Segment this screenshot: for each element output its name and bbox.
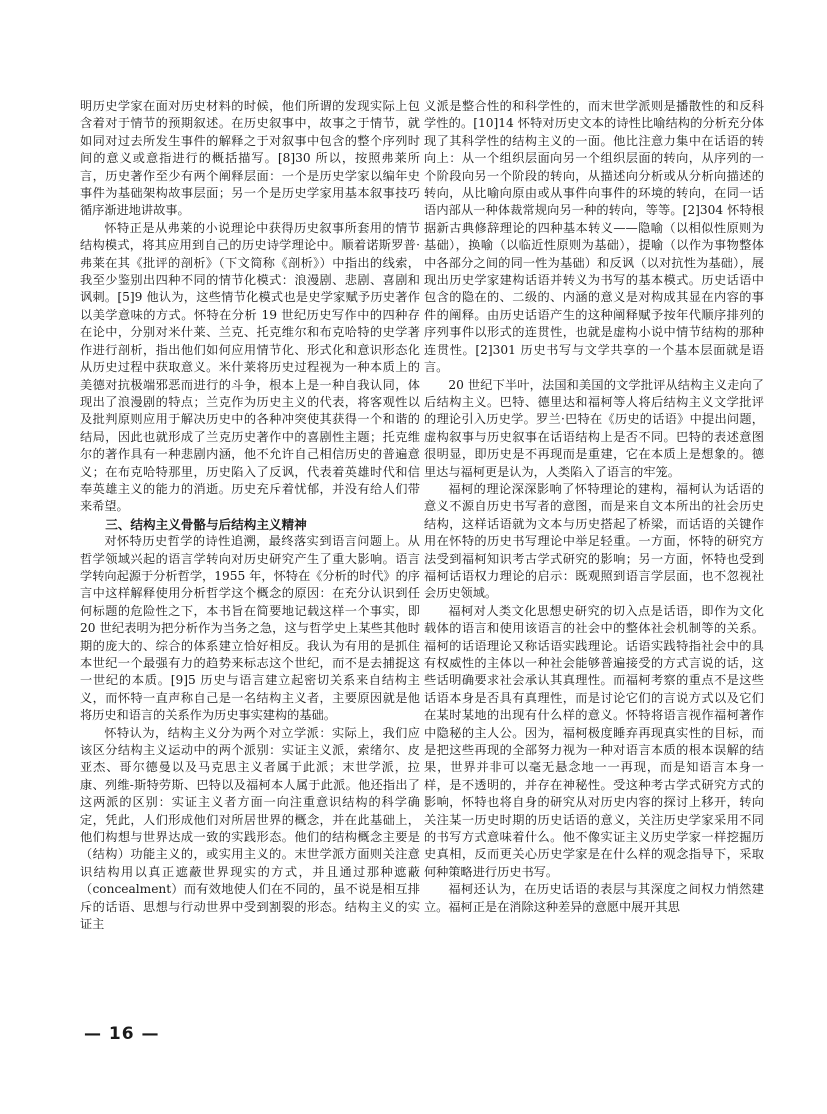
- paragraph: 怀特正是从弗莱的小说理论中获得历史叙事所套用的情节结构模式，将其应用到自己的历史诗学理论中。顺着诺斯罗普·弗莱在其《批评的剖析》（下文简称《剖析》）中指出的线索，我至少鉴别出四种不同的情节化模式：浪漫剧、悲剧、喜剧和讽刺。[5]9 他认为，这些情节化模式也是史学家赋予历史著作以美学意味的方式。怀特在分析 19 世纪历史写作中的四种存在论中，分别对米什莱、兰克、托克维尔和布克哈特的史学著作进行剖析，指出他们如何应用情节化、形式化和意识形态化从历史过程中获取意义。米什莱将历史过程视为一种本质上的美德对抗极端邪恶而进行的斗争，根本上是一种自我认同，体现出了浪漫剧的特点；兰克作为历史主义的代表，将客观性以及批判原则应用于解决历史中的各种冲突使其获得一个和谐的结局，因此也就形成了兰克历史著作中的喜剧性主题；托克维尔的著作具有一种悲剧内涵，他不允许自己相信历史的普遍意义；在布克哈特那里，历史陷入了反讽，代表着英雄时代和信奉英雄主义的能力的消逝。历史充斥着忧郁，并没有给人们带来希望。: [80, 220, 420, 514]
- paragraph: 明历史学家在面对历史材料的时候，他们所谓的发现实际上包含着对于情节的预期叙述。在历史叙事中，故事之于情节，就如同对过去所发生事件的解释之于对叙事中包含的整个序列时间的意义或意指进行的概括描写。[8]30 所以，按照弗莱所言，历史著作至少有两个阐释层面：一个是历史学家以编年史事件为基础架构故事层面；另一个是历史学家用基本叙事技巧循序渐进地讲故事。: [80, 99, 420, 218]
- left-column: [80, 98, 420, 934]
- paragraph: 福柯对人类文化思想史研究的切入点是话语，即作为文化载体的语言和使用该语言的社会中的整体社会机制等的关系。福柯的话语理论又称话语实践理论。话语实践特指社会中的具有权威性的主体以一种社会能够普遍接受的方式言说的话，这些话明确要求社会承认其真理性。而福柯考察的重点不是这些话语本身是否具有真理性，而是讨论它们的言说方式以及它们在某时某地的出现有什么样的意义。怀特将语言视作福柯著作中隐秘的主人公。因为，福柯极度睡弃再现真实性的目标，而是把这些再现的全部努力视为一种对语言本质的根本误解的结果，世界并非可以毫无悬念地一一再现，而是知语言本身一样，是不透明的，并存在神秘性。受这种考古学式研究方式的影响，怀特也将自身的研究从对历史内容的探讨上移开，转向关注某一历史时期的历史话语的意义，关注历史学家采用不同的书写方式意味着什么。他不像实证主义历史学家一样挖掘历史真相，反而更关心历史学家是在什么样的观念指导下，采取何种策略进行历史书写。: [424, 603, 764, 879]
- paragraph: 福柯的理论深深影响了怀特理论的建构，福柯认为话语的意义不源自历史书写者的意图，而是来自文本所出的社会历史结构，这样话语就为文本与历史搭起了桥梁，而话语的关键作用在怀特的历史书写理论中举足轻重。一方面，怀特的研究方法受到福柯知识考古学式研究的影响；另一方面，怀特也受到福柯话语权力理论的启示：既观照到语言学层面，也不忽视社会历史领域。: [424, 481, 764, 601]
- paragraph: 对怀特历史哲学的诗性追溯，最终落实到语言问题上。从哲学领域兴起的语言学转向对历史研究产生了重大影响。语言学转向起源于分析哲学，1955 年，怀特在《分析的时代》的序言中这样解释使用分析哲学这个概念的原因：在充分认识到任何标题的危险性之下，本书旨在简要地记载这样一个事实，即 20 世纪表明为把分析作为当务之急，这与哲学史上某些其他时期的庞大的、综合的体系建立恰好相反。我认为有用的是抓住本世纪一个最强有力的趋势来标志这个世纪，而不是去捕捉这一世纪的本质。[9]5 历史与语言建立起密切关系来自结构主义，而怀特一直声称自己是一名结构主义者，主要原因就是他将历史和语言的关系作为历史事实建构的基础。: [80, 534, 420, 723]
- right-column: [424, 98, 764, 916]
- paragraph: 福柯还认为，在历史话语的表层与其深度之间权力悄然建立。福柯正是在消除这种差异的意愿中展开其思: [424, 882, 764, 914]
- page-number: — 16 —: [84, 1024, 160, 1044]
- paragraph: 义派是整合性的和科学性的，而末世学派则是播散性的和反科学性的。[10]14 怀特对历史文本的诗性比喻结构的分析充分体现了其科学性的结构主义的一面。他比注意力集中在话语的转向上：从一个组织层面向另一个组织层面的转向，从序列的一个阶段向另一个阶段的转向，从描述向分析或从分析向描述的转向，从比喻向原由或从事件向事件的环境的转向，在同一话语内部从一种体裁常规向另一种的转向，等等。[2]304 怀特根据新古典修辞理论的四种基本转义——隐喻（以相似性原则为基础），换喻（以临近性原则为基础），提喻（以作为事物整体中各部分之间的同一性为基础）和反讽（以对抗性为基础），展现出历史学家建构话语并转义为书写的基本模式。历史话语中包含的隐在的、二级的、内涵的意义是对构成其显在内容的事件的阐释。由历史话语产生的这种阐释赋予按年代顺序排列的序列事件以形式的连贯性，也就是虚构小说中情节结构的那种连贯性。[2]301 历史书写与文学共享的一个基本层面就是语言。: [424, 99, 764, 375]
- paragraph: 20 世纪下半叶，法国和美国的文学批评从结构主义走向了后结构主义。巴特、德里达和福柯等人将后结构主义文学批评的理论引入历史学。罗兰·巴特在《历史的话语》中提出问题，虚构叙事与历史叙事在话语结构上是否不同。巴特的表述意图很明显，即历史是不再现而是重建，它在本质上是想象的。德里达与福柯更是认为，人类陷入了语言的牢笼。: [424, 377, 764, 479]
- section-heading: 三、结构主义骨骼与后结构主义精神: [105, 516, 307, 532]
- paragraph: 怀特认为，结构主义分为两个对立学派：实际上，我们应该区分结构主义运动中的两个派别：实证主义派，索绪尔、皮亚杰、哥尔德曼以及马克思主义者属于此派；末世学派，拉康、列维-斯特劳斯、巴特以及福柯本人属于此派。他还指出了这两派的区别：实证主义者方面一向注重意识结构的科学确定，凭此，人们形成他们对所居世界的概念，并在此基础上，他们构想与世界达成一致的实践形态。他们的结构概念主要是（结构）功能主义的，或实用主义的。末世学派方面则关注意识结构用以真正遮蔽世界现实的方式，并且通过那种遮蔽（concealment）而有效地使人们在不同的，虽不说是相互排斥的话语、思想与行动世界中受到割裂的形态。结构主义的实证主: [80, 725, 420, 932]
